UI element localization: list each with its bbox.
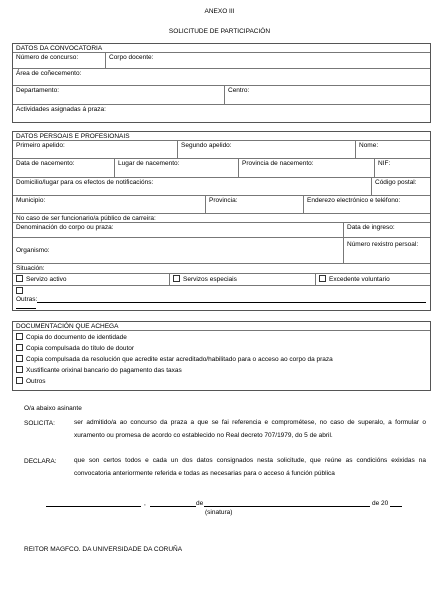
funcionario-note xyxy=(13,214,430,222)
excedente-option[interactable] xyxy=(316,274,430,285)
domicilio-field[interactable] xyxy=(13,178,372,195)
excedente-label: Excedente voluntario xyxy=(329,276,390,283)
corpo-docente-field[interactable] xyxy=(106,53,430,68)
doc-item-checkbox[interactable] xyxy=(16,355,23,362)
organismo-field[interactable] xyxy=(13,238,344,263)
signature-month-line[interactable] xyxy=(204,500,370,507)
servizo-activo-option[interactable] xyxy=(13,274,170,285)
doc-item[interactable] xyxy=(16,355,427,366)
persoais-section xyxy=(12,131,431,311)
signature-day-line[interactable] xyxy=(150,500,196,507)
area-coñecemento-label: Área de coñecemento: xyxy=(16,70,82,77)
annex-label: ANEXO III xyxy=(204,8,235,15)
outras-option[interactable] xyxy=(13,286,430,310)
enderezo-label: Enderezo electrónico e teléfono: xyxy=(307,197,401,204)
situacion-heading xyxy=(13,264,430,273)
primeiro-apelido-label: Primeiro apelido: xyxy=(16,142,65,149)
corpo-docente-label: Corpo docente: xyxy=(109,54,154,61)
persoais-heading: DATOS PERSOAIS E PROFESIONAIS xyxy=(13,132,430,141)
area-coñecemento-field[interactable] xyxy=(13,69,430,85)
departamento-label: Departamento: xyxy=(16,87,59,94)
doc-item[interactable] xyxy=(16,366,427,377)
doc-item-label: Copia compulsada da resolución que acredite estar acreditado/habilitado para o acceso ao corpo da praza xyxy=(26,356,333,363)
nif-field[interactable] xyxy=(375,159,430,177)
lugar-nacemento-field[interactable] xyxy=(115,159,239,177)
codigo-postal-label: Código postal: xyxy=(375,179,417,186)
declaration-intro: O/a abaixo asinante xyxy=(24,405,82,412)
signature-comma: , xyxy=(144,500,146,507)
outras-label: Outras: xyxy=(16,296,38,303)
servizos-especiais-option[interactable] xyxy=(170,274,316,285)
convocatoria-section xyxy=(12,43,431,123)
doc-item-checkbox[interactable] xyxy=(16,333,23,340)
numero-rexistro-field[interactable] xyxy=(344,238,430,263)
doc-item-label: Copia compulsada do título de doutor xyxy=(26,345,135,352)
provincia-nacemento-label: Provincia de nacemento: xyxy=(242,160,314,167)
municipio-label: Municipio: xyxy=(16,197,46,204)
centro-label: Centro: xyxy=(228,87,250,94)
doc-item-checkbox[interactable] xyxy=(16,366,23,373)
declara-label: DECLARA: xyxy=(24,458,57,465)
solicita-text: ser admitido/a ao concurso da praza a que se fai referencia e comprométese, no caso de superalo, a formular o xuramento ou promesa de acordo co establecido no Real decreto 707/1979, do 5 de abril. xyxy=(74,419,426,439)
primeiro-apelido-field[interactable] xyxy=(13,141,178,158)
declara-text: que son certos todos e cada un dos datos consignados nesta solicitude, que reúne as condicións exixidas na convocatoria anteriormente referida e todas as necesarias para o acceso á función pública xyxy=(74,457,426,477)
numero-rexistro-label: Número rexistro persoal: xyxy=(347,241,419,248)
provincia-field[interactable] xyxy=(206,196,304,213)
segundo-apelido-field[interactable] xyxy=(178,141,356,158)
signature-place-line[interactable] xyxy=(46,500,141,507)
outras-line[interactable] xyxy=(37,296,426,303)
doc-item[interactable] xyxy=(16,344,427,355)
servizos-especiais-label: Servizos especiais xyxy=(183,276,237,283)
doc-item-label: Xustificante orixinal bancario do pagamento das taxas xyxy=(26,367,182,374)
solicita-label: SOLICITA: xyxy=(24,420,55,427)
data-nacemento-label: Data de nacemento: xyxy=(16,160,75,167)
doc-item-checkbox[interactable] xyxy=(16,344,23,351)
data-nacemento-field[interactable] xyxy=(13,159,115,177)
centro-field[interactable] xyxy=(225,86,430,104)
nome-field[interactable] xyxy=(356,141,430,158)
organismo-label: Organismo: xyxy=(16,246,50,254)
signature-de-2: de 20 xyxy=(372,500,389,507)
domicilio-label: Domicilio/lugar para os efectos de notificacións: xyxy=(16,179,154,186)
provincia-label: Provincia: xyxy=(209,197,238,204)
convocatoria-heading: DATOS DA CONVOCATORIA xyxy=(13,44,430,53)
enderezo-field[interactable] xyxy=(304,196,430,213)
signature-de-1: de xyxy=(196,500,204,507)
excedente-checkbox[interactable] xyxy=(319,275,326,282)
form-title: SOLICITUDE DE PARTICIPACIÓN xyxy=(168,28,271,35)
signature-year-line[interactable] xyxy=(390,500,402,507)
servizo-activo-checkbox[interactable] xyxy=(16,275,23,282)
provincia-nacemento-field[interactable] xyxy=(239,159,375,177)
signature-label: (sinatura) xyxy=(205,509,233,516)
departamento-field[interactable] xyxy=(13,86,225,104)
codigo-postal-field[interactable] xyxy=(372,178,430,195)
nif-label: NIF: xyxy=(378,160,391,167)
municipio-field[interactable] xyxy=(13,196,206,213)
doc-item[interactable] xyxy=(16,377,427,388)
doc-item[interactable] xyxy=(16,333,427,344)
actividades-field[interactable] xyxy=(13,105,430,122)
documentacion-list xyxy=(13,331,430,390)
addressee: REITOR MAGFCO. DA UNIVERSIDADE DA CORUÑA xyxy=(24,546,183,553)
nome-label: Nome: xyxy=(359,142,379,149)
documentacion-section xyxy=(12,321,431,391)
outras-line-2[interactable] xyxy=(16,302,36,309)
numero-concurso-field[interactable] xyxy=(13,53,106,68)
documentacion-heading: DOCUMENTACIÓN QUE ACHEGA xyxy=(13,322,430,331)
doc-item-label: Outros xyxy=(26,378,46,385)
denominacion-field[interactable] xyxy=(13,223,344,237)
data-ingreso-field[interactable] xyxy=(344,223,430,237)
actividades-label: Actividades asignadas á praza: xyxy=(16,106,106,113)
situacion-label: Situación: xyxy=(16,265,45,272)
numero-concurso-label: Número de concurso: xyxy=(16,54,79,61)
data-ingreso-label: Data de ingreso: xyxy=(347,224,395,231)
doc-item-label: Copia do documento de identidade xyxy=(26,334,127,341)
funcionario-label: No caso de ser funcionario/a público de carreira: xyxy=(16,215,156,222)
segundo-apelido-label: Segundo apelido: xyxy=(181,142,232,149)
doc-item-checkbox[interactable] xyxy=(16,377,23,384)
servizos-especiais-checkbox[interactable] xyxy=(173,275,180,282)
denominacion-label: Denominación do corpo ou praza: xyxy=(16,224,114,231)
outras-checkbox[interactable] xyxy=(16,287,23,294)
lugar-nacemento-label: Lugar de nacemento: xyxy=(118,160,180,167)
servizo-activo-label: Servizo activo xyxy=(26,276,67,283)
